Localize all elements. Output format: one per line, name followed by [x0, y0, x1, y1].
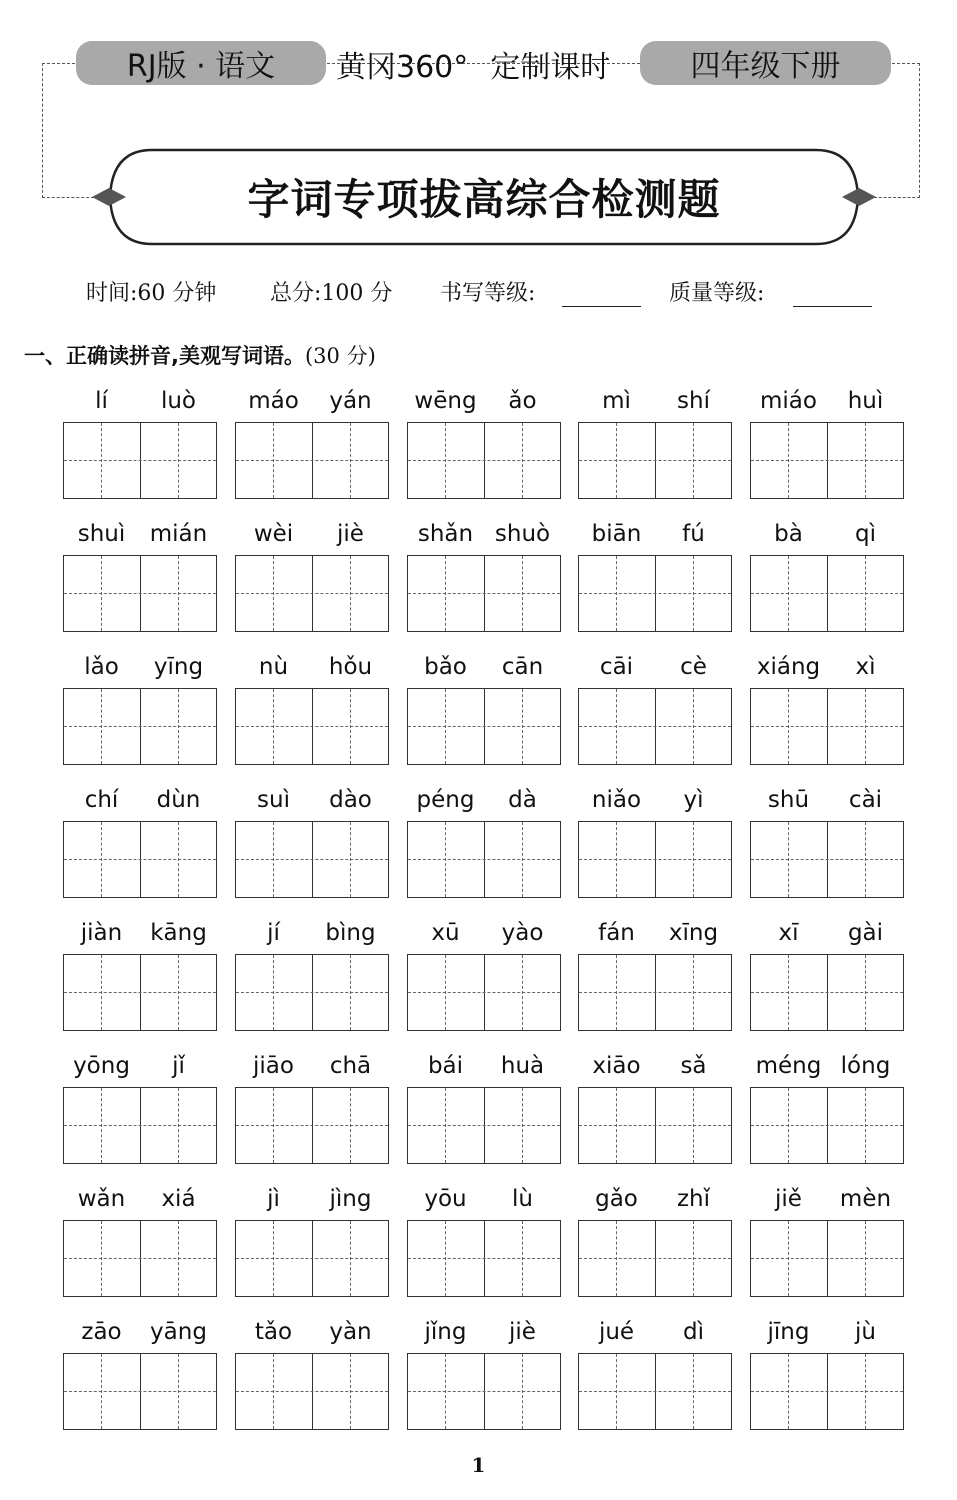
writing-box[interactable]	[407, 1087, 561, 1164]
pinyin-syllable: jìng	[329, 1186, 372, 1212]
word-item	[63, 1315, 217, 1435]
pinyin-syllable: xiáng	[756, 654, 821, 680]
writing-box[interactable]	[578, 555, 732, 632]
writing-box[interactable]	[235, 1087, 389, 1164]
writing-box[interactable]	[235, 1353, 389, 1430]
word-item	[750, 1182, 904, 1302]
pinyin-syllable: jì	[267, 1186, 280, 1212]
writing-box[interactable]	[235, 422, 389, 499]
pinyin-syllable: miáo	[760, 388, 817, 414]
pinyin-syllable: jǐ	[172, 1053, 185, 1079]
writing-box[interactable]	[407, 954, 561, 1031]
writing-box[interactable]	[235, 954, 389, 1031]
word-row	[0, 384, 957, 504]
writing-box[interactable]	[63, 821, 217, 898]
word-item	[235, 1049, 389, 1169]
section-1-title	[24, 340, 376, 370]
word-item	[578, 517, 732, 637]
pinyin-syllable: jué	[598, 1319, 635, 1345]
title-banner	[92, 148, 876, 246]
pinyin-syllable: dào	[329, 787, 372, 813]
word-item	[235, 650, 389, 770]
exam-info	[0, 276, 957, 306]
word-item	[407, 384, 561, 504]
pinyin-syllable: yōu	[424, 1186, 467, 1212]
word-item	[63, 1049, 217, 1169]
word-row	[0, 650, 957, 770]
writing-box[interactable]	[407, 688, 561, 765]
pinyin-syllable: zāo	[81, 1319, 122, 1345]
word-item	[578, 1315, 732, 1435]
pinyin-syllable: hǒu	[328, 654, 373, 680]
word-item	[407, 650, 561, 770]
writing-box[interactable]	[63, 555, 217, 632]
word-item	[63, 916, 217, 1036]
writing-box[interactable]	[63, 1353, 217, 1430]
pinyin-syllable: niǎo	[591, 787, 642, 813]
writing-box[interactable]	[235, 688, 389, 765]
word-item	[235, 517, 389, 637]
word-item	[407, 1049, 561, 1169]
pinyin-syllable: yōng	[73, 1053, 130, 1079]
pinyin-syllable: huà	[500, 1053, 545, 1079]
writing-box[interactable]	[63, 1220, 217, 1297]
pinyin-syllable: jiè	[509, 1319, 536, 1345]
pinyin-syllable: bái	[427, 1053, 464, 1079]
pinyin-syllable: jǐng	[424, 1319, 467, 1345]
series-subtitle: 定制课时	[490, 50, 611, 85]
writing-box[interactable]	[235, 555, 389, 632]
pinyin-syllable: wēng	[414, 388, 477, 414]
pinyin-syllable: fú	[682, 521, 705, 547]
pinyin-syllable: mián	[149, 521, 208, 547]
word-item	[750, 650, 904, 770]
pinyin-syllable: qì	[855, 521, 876, 547]
writing-box[interactable]	[750, 1087, 904, 1164]
pinyin-syllable: shuì	[77, 521, 126, 547]
quality-grade-label: 质量等级:	[669, 281, 765, 306]
word-item	[63, 384, 217, 504]
pinyin-syllable: xī	[778, 920, 799, 946]
pinyin-syllable: dà	[508, 787, 537, 813]
pinyin-syllable: jiāo	[253, 1053, 294, 1079]
writing-box[interactable]	[407, 555, 561, 632]
pinyin-syllable: huì	[847, 388, 884, 414]
word-item	[235, 783, 389, 903]
writing-box[interactable]	[578, 821, 732, 898]
pinyin-syllable: yán	[329, 388, 372, 414]
word-row	[0, 1049, 957, 1169]
quality-grade-blank[interactable]	[793, 306, 872, 307]
writing-box[interactable]	[63, 422, 217, 499]
pinyin-syllable: bà	[774, 521, 803, 547]
writing-box[interactable]	[750, 555, 904, 632]
writing-box[interactable]	[63, 954, 217, 1031]
word-item	[750, 517, 904, 637]
pinyin-syllable: péng	[416, 787, 475, 813]
word-item	[750, 783, 904, 903]
writing-box[interactable]	[578, 1087, 732, 1164]
dashed-connector-right	[874, 197, 920, 198]
pinyin-syllable: jīng	[767, 1319, 810, 1345]
word-item	[578, 650, 732, 770]
pinyin-syllable: bìng	[325, 920, 376, 946]
pinyin-syllable: yāng	[150, 1319, 207, 1345]
pinyin-syllable: wèi	[253, 521, 294, 547]
word-item	[750, 1315, 904, 1435]
word-item	[235, 384, 389, 504]
pinyin-syllable: jiàn	[80, 920, 123, 946]
pinyin-syllable: xīng	[668, 920, 719, 946]
writing-box[interactable]	[63, 1087, 217, 1164]
pinyin-syllable: jiě	[775, 1186, 802, 1212]
pinyin-syllable: nù	[258, 654, 289, 680]
writing-box[interactable]	[407, 821, 561, 898]
pinyin-syllable: chí	[84, 787, 119, 813]
word-row	[0, 916, 957, 1036]
pinyin-syllable: shí	[677, 388, 710, 414]
pinyin-syllable: yì	[683, 787, 704, 813]
pinyin-syllable: luò	[160, 388, 197, 414]
pinyin-syllable: shū	[767, 787, 810, 813]
pinyin-syllable: cè	[680, 654, 707, 680]
writing-box[interactable]	[578, 422, 732, 499]
pinyin-syllable: lóng	[840, 1053, 891, 1079]
pinyin-syllable: gài	[847, 920, 884, 946]
series-name: 黄冈360°	[336, 50, 469, 85]
writing-box[interactable]	[750, 1220, 904, 1297]
word-item	[578, 1049, 732, 1169]
page-title: 字词专项拔高综合检测题	[247, 175, 721, 224]
writing-box[interactable]	[578, 954, 732, 1031]
word-item	[578, 916, 732, 1036]
pinyin-syllable: lù	[512, 1186, 533, 1212]
word-item	[750, 1049, 904, 1169]
writing-box[interactable]	[750, 821, 904, 898]
edition-badge	[76, 41, 326, 85]
pinyin-syllable: cāi	[599, 654, 634, 680]
pinyin-syllable: lí	[95, 388, 108, 414]
writing-box[interactable]	[578, 1220, 732, 1297]
pinyin-syllable: shǎn	[417, 521, 474, 547]
word-item	[407, 783, 561, 903]
series-heading	[336, 44, 636, 84]
word-item	[407, 916, 561, 1036]
writing-box[interactable]	[407, 1220, 561, 1297]
word-item	[63, 783, 217, 903]
pinyin-syllable: yàn	[329, 1319, 372, 1345]
word-item	[578, 384, 732, 504]
writing-box[interactable]	[750, 954, 904, 1031]
pinyin-syllable: bǎo	[424, 654, 467, 680]
pinyin-syllable: kāng	[150, 920, 207, 946]
pinyin-syllable: chā	[329, 1053, 372, 1079]
word-item	[407, 1182, 561, 1302]
pinyin-syllable: biān	[591, 521, 642, 547]
writing-box[interactable]	[750, 688, 904, 765]
grade-badge	[640, 41, 891, 85]
pinyin-syllable: cài	[848, 787, 883, 813]
pinyin-syllable: zhǐ	[676, 1186, 711, 1212]
pinyin-syllable: cān	[501, 654, 544, 680]
pinyin-syllable: jí	[267, 920, 280, 946]
word-item	[578, 783, 732, 903]
word-item	[407, 517, 561, 637]
pinyin-syllable: máo	[248, 388, 299, 414]
word-item	[235, 1315, 389, 1435]
pinyin-syllable: wǎn	[77, 1186, 126, 1212]
pinyin-syllable: xiāo	[592, 1053, 641, 1079]
section-1-score: (30 分)	[304, 344, 376, 368]
writing-box[interactable]	[407, 422, 561, 499]
pinyin-syllable: mì	[602, 388, 631, 414]
pinyin-syllable: tǎo	[254, 1319, 293, 1345]
pinyin-syllable: jù	[855, 1319, 876, 1345]
pinyin-syllable: shuò	[494, 521, 551, 547]
time-info: 时间:60 分钟	[86, 281, 217, 306]
word-row	[0, 1182, 957, 1302]
word-item	[235, 1182, 389, 1302]
pinyin-syllable: méng	[755, 1053, 822, 1079]
pinyin-syllable: sǎ	[680, 1053, 707, 1079]
writing-box[interactable]	[407, 1353, 561, 1430]
pinyin-syllable: jiè	[337, 521, 364, 547]
edition-label: RJ版 · 语文	[126, 49, 276, 84]
pinyin-syllable: ǎo	[508, 388, 537, 414]
writing-box[interactable]	[235, 821, 389, 898]
pinyin-syllable: dì	[683, 1319, 704, 1345]
word-row	[0, 1315, 957, 1435]
pinyin-syllable: xì	[855, 654, 876, 680]
page-number: 1	[471, 1453, 486, 1477]
pinyin-syllable: lǎo	[84, 654, 119, 680]
pinyin-syllable: dùn	[156, 787, 201, 813]
word-item	[750, 916, 904, 1036]
word-row	[0, 517, 957, 637]
pinyin-syllable: yào	[501, 920, 544, 946]
pinyin-syllable: gǎo	[595, 1186, 638, 1212]
pinyin-syllable: xū	[431, 920, 460, 946]
word-item	[63, 1182, 217, 1302]
word-item	[750, 384, 904, 504]
writing-grade-label: 书写等级:	[440, 281, 536, 306]
pinyin-syllable: xiá	[161, 1186, 196, 1212]
writing-box[interactable]	[578, 1353, 732, 1430]
writing-box[interactable]	[235, 1220, 389, 1297]
word-row	[0, 783, 957, 903]
word-item	[63, 517, 217, 637]
writing-box[interactable]	[750, 422, 904, 499]
grade-label: 四年级下册	[690, 49, 841, 84]
dashed-connector-left	[42, 197, 94, 198]
writing-box[interactable]	[63, 688, 217, 765]
pinyin-syllable: fán	[598, 920, 635, 946]
word-item	[407, 1315, 561, 1435]
word-item	[63, 650, 217, 770]
writing-box[interactable]	[578, 688, 732, 765]
word-item	[235, 916, 389, 1036]
writing-grade-blank[interactable]	[562, 306, 641, 307]
writing-box[interactable]	[750, 1353, 904, 1430]
section-1-instruction: 一、正确读拼音,美观写词语。	[24, 344, 305, 368]
pinyin-syllable: yīng	[153, 654, 204, 680]
total-score-info: 总分:100 分	[270, 281, 393, 306]
pinyin-syllable: suì	[257, 787, 290, 813]
word-item	[578, 1182, 732, 1302]
pinyin-syllable: mèn	[839, 1186, 892, 1212]
